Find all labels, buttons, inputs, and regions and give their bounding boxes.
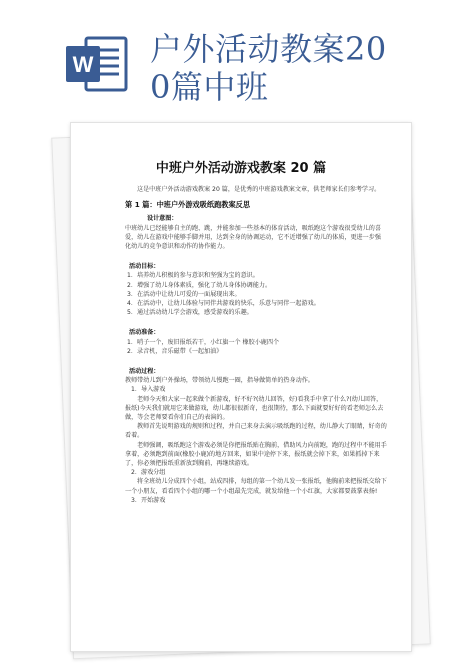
intro-paragraph: 这是中班户外活动游戏教案 20 篇，是优秀的中班游戏教案文章，供老师家长们参考学习。: [137, 186, 381, 193]
section-heading: 第 1 篇：中班户外游戏吸纸跑教案反思: [125, 200, 251, 210]
prep-item: 2．录音机，音乐磁带《一起加油》: [127, 347, 223, 355]
design-heading: 设计意图：: [147, 215, 178, 223]
goal-item: 2．增强了幼儿身体素质，强化了幼儿身体协调能力。: [127, 281, 272, 289]
goal-item: 5．通过活动幼儿学会游戏，感受游戏的乐趣。: [127, 309, 253, 317]
step-paragraph: 将全班幼儿分成四个小组，站成四排，每组的第一个幼儿发一张报纸，他胸前来把报纸交给下一个小朋友，看看四个小组的哪一个小组最先完成，就发给他一个小红旗，大家都要鼓掌表扬!: [125, 478, 387, 495]
goal-item: 1．培养幼儿积极的参与意识和坚强为宝的意识。: [127, 272, 259, 280]
step-title: 2．游戏分组: [131, 469, 166, 477]
page-title-line2: 0篇中班: [150, 68, 269, 106]
prep-item: 1．哨子一个，废旧报纸若干，小红旗一个 橡胶小鹿四个: [127, 338, 280, 346]
logo-letter: W: [72, 52, 94, 77]
step-paragraph: 老师今天和大家一起来做个新游戏，好不好?(幼儿回答，好)看我手中拿了什么?(幼儿回答，报纸)今天我们就用它来做游戏，幼儿都很很新奇，也很期待，那么下面就要好好的看老师怎么去做，等会老师要看你们自己的表演的。: [125, 395, 384, 422]
step-title: 1．导入游戏: [131, 386, 166, 394]
process-heading: 活动过程：: [129, 368, 160, 376]
header-banner: [0, 0, 474, 112]
document-page: [70, 122, 412, 652]
step-paragraph: 教师首先说明游戏的规则和过程，并自己来身去演示吸纸跑的过程，幼儿静大了眼睛，好奇的看着。: [125, 423, 387, 440]
word-document-icon: [64, 34, 128, 94]
page-title: [150, 30, 450, 106]
goal-item: 3．在活动中让幼儿可爱的一面展现出来。: [127, 290, 241, 298]
step-paragraph: 老师强调，吸纸跑这个游戏必须是你把报纸贴在胸前，借助风力向前跑，跑的过程中不能用手拿着，必须跑到前面(橡胶小鹿)的地方回来，如果中途停下来，报纸就会掉下来，如果抓掉下来了，你必须把报纸重新放到胸前，再继续游戏。: [125, 441, 387, 468]
prep-heading: 活动准备：: [129, 329, 160, 337]
design-paragraph: 中班幼儿已经能够自主的跑、跳，并能参加一些基本的体育活动，吸纸跑这个游戏很受幼儿的喜爱，幼儿在游戏中能够手脚并用，达到全身的协调运动，它不近增强了幼儿的体质，更进一步强化幼儿的竞争意识和动作的协作能力。: [125, 224, 381, 251]
document-body: [125, 185, 387, 505]
goal-item: 4．在活动中，让幼儿体验与同伴共游戏的快乐，乐意与同伴一起游戏。: [127, 300, 320, 308]
document-title: 中班户外活动游戏教案 20 篇: [155, 161, 327, 176]
page-title-line1: 户外活动教案20: [150, 30, 387, 68]
goals-heading: 活动目标：: [129, 263, 160, 271]
step-title: 3．开始游戏: [131, 496, 166, 504]
process-intro: 教师带幼儿到户外操场，带领幼儿慢跑一圈，指导做简单的热身动作。: [125, 377, 314, 385]
